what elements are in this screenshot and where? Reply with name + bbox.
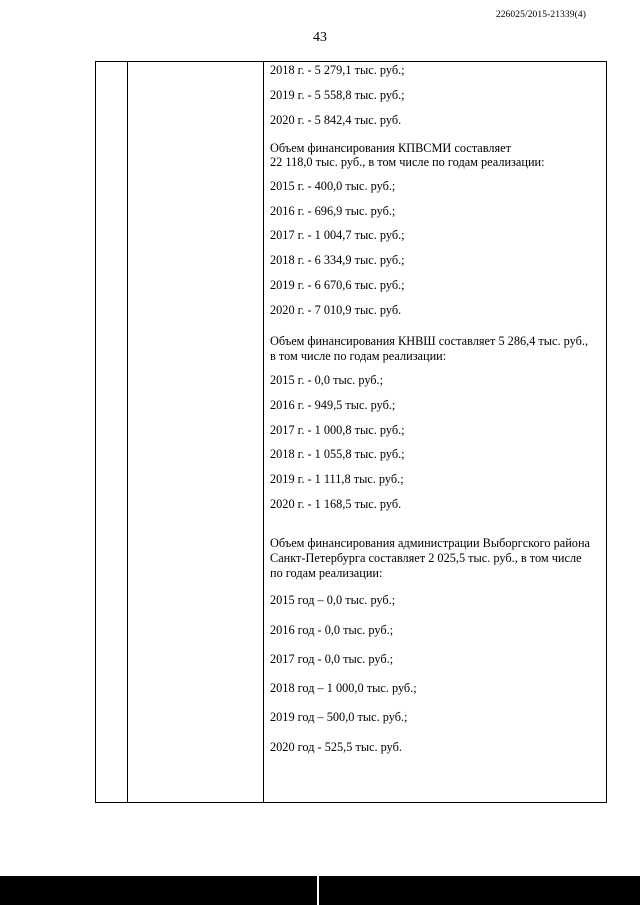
scan-band-gap <box>317 876 319 905</box>
text-line: 2019 г. - 1 111,8 тыс. руб.; <box>270 472 404 486</box>
text-line: Объем финансирования администрации Выборгского района <box>270 536 590 550</box>
column-divider-2 <box>263 62 264 802</box>
text-line: в том числе по годам реализации: <box>270 349 447 363</box>
text-line: 2018 г. - 5 279,1 тыс. руб.; <box>270 63 405 77</box>
text-line: 2018 год – 1 000,0 тыс. руб.; <box>270 681 417 695</box>
text-line: 2017 г. - 1 000,8 тыс. руб.; <box>270 423 405 437</box>
text-line: 2017 г. - 1 004,7 тыс. руб.; <box>270 228 405 242</box>
text-line: 2018 г. - 1 055,8 тыс. руб.; <box>270 447 405 461</box>
text-line: 2015 г. - 400,0 тыс. руб.; <box>270 179 396 193</box>
text-line: 2019 г. - 6 670,6 тыс. руб.; <box>270 278 405 292</box>
scan-bottom-band <box>0 876 640 905</box>
text-line: 2016 год - 0,0 тыс. руб.; <box>270 623 394 637</box>
document-id: 226025/2015-21339(4) <box>495 10 586 20</box>
text-line: 2016 г. - 949,5 тыс. руб.; <box>270 398 396 412</box>
page-number: 43 <box>313 30 327 45</box>
text-line: 2020 г. - 1 168,5 тыс. руб. <box>270 497 402 511</box>
text-line: 2017 год - 0,0 тыс. руб.; <box>270 652 394 666</box>
text-line: Объем финансирования КНВШ составляет 5 286,4 тыс. руб., <box>270 334 589 348</box>
text-line: 2020 г. - 5 842,4 тыс. руб. <box>270 113 402 127</box>
text-line: 2018 г. - 6 334,9 тыс. руб.; <box>270 253 405 267</box>
text-line: 2019 г. - 5 558,8 тыс. руб.; <box>270 88 405 102</box>
column-divider-1 <box>127 62 128 802</box>
text-line: 2015 год – 0,0 тыс. руб.; <box>270 593 396 607</box>
text-line: 22 118,0 тыс. руб., в том числе по годам реализации: <box>270 155 545 169</box>
text-line: 2016 г. - 696,9 тыс. руб.; <box>270 204 396 218</box>
text-line: 2020 год - 525,5 тыс. руб. <box>270 740 402 754</box>
text-line: 2020 г. - 7 010,9 тыс. руб. <box>270 303 402 317</box>
text-line: по годам реализации: <box>270 566 383 580</box>
text-line: 2015 г. - 0,0 тыс. руб.; <box>270 373 384 387</box>
text-line: 2019 год – 500,0 тыс. руб.; <box>270 710 408 724</box>
text-line: Объем финансирования КПВСМИ составляет <box>270 141 511 155</box>
text-line: Санкт-Петербурга составляет 2 025,5 тыс. руб., в том числе <box>270 551 582 565</box>
